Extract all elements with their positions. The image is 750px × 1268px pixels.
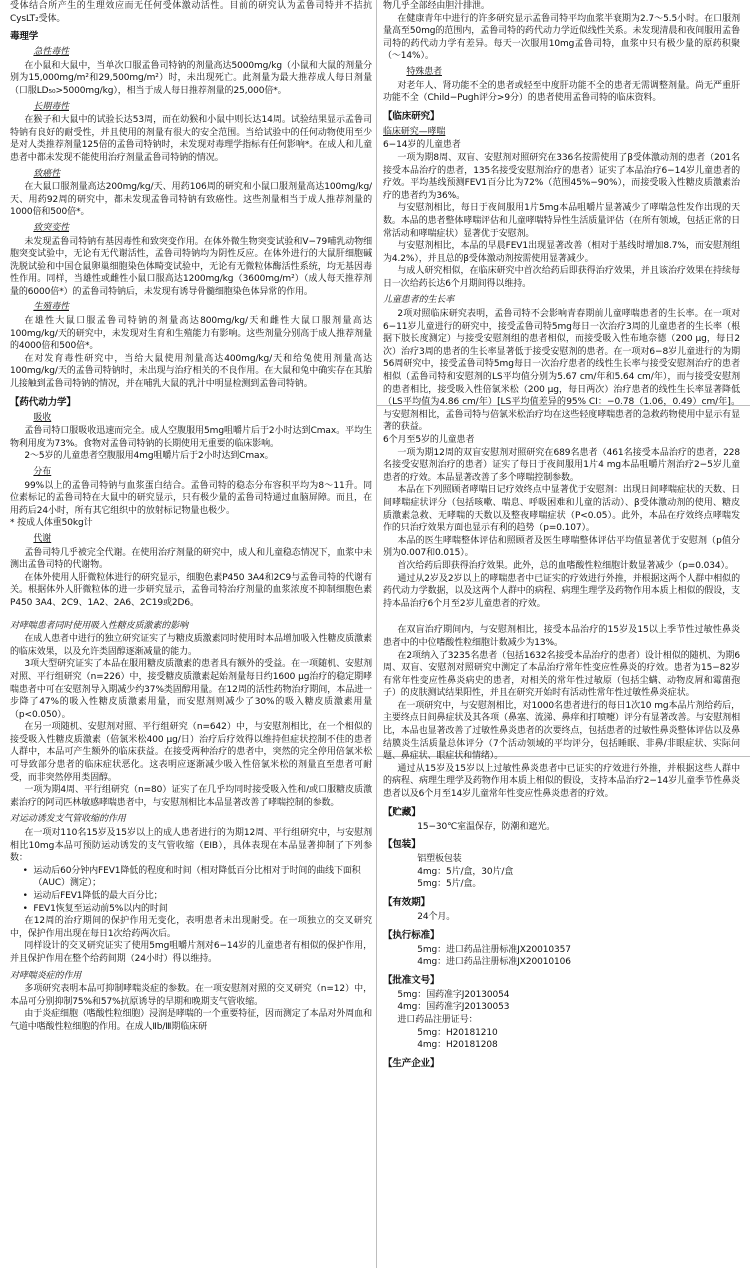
ics-effect-text-1: 在成人患者中进行的独立研究证实了与糖皮质激素同时使用时本品增加吸入性糖皮质激素的临床效果，以及允许类固醇逐渐减量的能力。 bbox=[10, 634, 372, 657]
rhinitis-text-2: 在2项纳入了3235名患者（包括1632名接受本品治疗的患者）设计相似的随机、为期6周、双盲、安慰剂对照研究中测定了本品治疗常年性变应性鼻炎的疗效。患者为15−82岁有常年性变应性鼻炎病史的患者，对相关的常年性过敏原（包括尘螨、动物皮屑和霉菌孢子）的皮肤测试结果阳性，并且在研究开始时有活动性常年性过敏性鼻炎症状。 bbox=[383, 650, 740, 699]
inflammation-text-2: 由于炎症细胞（嗜酸性粒细胞）浸润是哮喘的一个重要特征，因而测定了本品对外周血和气道中嗜酸性粒细胞的作用。在成人Ⅱb/Ⅲ期临床研 bbox=[10, 1009, 372, 1032]
inflammation-text-1: 多项研究表明本品可抑制哮喘炎症的参数。在一项安慰剂对照的交叉研究（n=12）中，本品可分别抑制75%和57%抗原诱导的早期和晚期支气管收缩。 bbox=[10, 984, 372, 1007]
age-6m-5y-text-1: 一项为期12周的双盲安慰剂对照研究在689名患者（461名接受本品治疗的患者，228名接受安慰剂治疗的患者）证实了每日于夜间服用1片4 mg本品咀嚼片剂治疗2−5岁儿童患者的疗效。本品显著改善了多个哮喘控制参数。 bbox=[383, 447, 740, 483]
absorption-heading: 吸收 bbox=[33, 412, 52, 423]
eib-text-3: 同样设计的交叉研究证实了使用5mg咀嚼片剂对6−14岁的儿童患者有相似的保护作用，并且保护作用在整个给药间期（24小时）得以维持。 bbox=[10, 941, 372, 964]
special-population-heading: 特殊患者 bbox=[406, 66, 442, 77]
right-column bbox=[383, 0, 740, 1268]
storage-heading: 【贮藏】 bbox=[383, 806, 421, 818]
column-divider bbox=[376, 0, 377, 1268]
distribution-heading: 分布 bbox=[33, 467, 52, 477]
rhinitis-text-1: 在双盲治疗期间内，与安慰剂相比，接受本品治疗的15岁及15以上季节性过敏性鼻炎患者中的中位嗜酸性粒细胞计数减少为13%。 bbox=[383, 625, 740, 648]
age-6m-5y-text-5: 通过从2岁及2岁以上的哮喘患者中已证实的疗效进行外推，并根据这两个人群中相似的药代动力学数据，以及这两个人群中的病程、病理生理学及药物作用本质上相似的假设，支持本品治疗6个月至2岁儿童患者的疗效。 bbox=[383, 573, 740, 609]
age-6-14-text-4: 与成人研究相似，在临床研究中首次给药后即获得治疗效果，并且该治疗效果在持续每日一次给药长达6个月期间得以维持。 bbox=[383, 266, 740, 289]
left-column bbox=[10, 0, 372, 1268]
excretion-text: 物几乎全部经由胆汁排泄。 bbox=[383, 1, 490, 11]
eib-bullet-3: • FEV1恢复至运动前5%以内的时间 bbox=[10, 903, 372, 916]
manufacturer-heading: 【生产企业】 bbox=[383, 1057, 440, 1069]
metabolism-heading: 代谢 bbox=[33, 533, 52, 544]
standard-line-2: 4mg：进口药品注册标准JX20010106 bbox=[417, 957, 571, 968]
reproductive-toxicity-text-2: 在对发育毒性研究中，当给大鼠使用剂量高达400mg/kg/天和给兔使用剂量高达100mg/kg/天的孟鲁司特钠时，未出现与治疗相关的不良作用。在大鼠和兔中确实存在其胎儿接触到孟鲁司特钠的情况，并在哺乳大鼠的乳汁中明显检测到孟鲁司特钠。 bbox=[10, 353, 372, 390]
age-6m-5y-text-2: 本品在下列照顾者哮喘日记疗效终点中显著优于安慰剂：出现日间哮喘症状的天数、日间哮喘症状评分（包括咳嗽、喘息、呼吸困难和儿童的活动）、β受体激动剂的使用、糖皮质激素急救、无哮喘的天数以及整夜哮喘症状（P<0.05）。此外，本品在疗效终点哮喘发作的只治疗效果方面也显示有利的趋势（p=0.107）。 bbox=[383, 485, 740, 534]
metabolism-text-1: 孟鲁司特几乎被完全代谢。在使用治疗剂量的研究中，成人和儿童稳态情况下，血浆中未测出孟鲁司特的代谢物。 bbox=[10, 547, 372, 571]
storage-text: 15−30℃室温保存，防潮和遮光。 bbox=[417, 821, 556, 832]
toxicology-heading: 毒理学 bbox=[10, 31, 39, 43]
age-6-14-text-1: 一项为期8周、双盲、安慰剂对照研究在336名按需使用了β受体激动剂的患者（201名接受本品治疗的患者，135名接受安慰剂治疗的患者）证实了本品治疗6−14岁儿童患者的疗效。平均基线预测FEV1百分比为72%（范围45%−90%），而接受吸入性糖皮质激素治疗的患者约为36%。 bbox=[383, 152, 740, 201]
approval-line-4: 5mg：H20181210 bbox=[417, 1027, 498, 1038]
ics-effect-text-2: 3项大型研究证实了本品在服用糖皮质激素的患者具有额外的受益。在一项随机、安慰剂对照、平行组研究（n=226）中，接受糖皮质激素起始剂量每日约1600 μg治疗的稳定期哮喘患者中可在安慰剂导入期减少约37%类固醇用量。在12周的活性药物治疗期间，本品进一步降了47%的吸入性糖皮质激素用量，而安慰剂则减少了30%的吸入糖皮质激素用量（p<0.050）。 bbox=[10, 659, 372, 720]
mutagenicity-text: 未发现孟鲁司特钠有基因毒性和致突变作用。在体外微生物突变试验和V−79哺乳动物细胞突变试验中，无论有无代谢活性，孟鲁司特钠均为阴性反应。在体外进行的大鼠肝细胞碱洗脱试验和中国仓鼠卵巢细胞染色体畸变试验中，无论有无微粒体酶活性系统，均无基因毒性作用。同样，当雄性或雌性小鼠口服高达1200mg/kg（3600mg/m²）（成人每天推荐剂量的6000倍*）的孟鲁司特钠后，未发现有诱导骨髓细胞染色体异常的作用。 bbox=[10, 236, 372, 297]
approval-line-2: 4mg：国药准字J20130053 bbox=[397, 1002, 510, 1013]
validity-text: 24个月。 bbox=[417, 912, 456, 922]
standard-line-1: 5mg：进口药品注册标准JX20010357 bbox=[417, 944, 571, 955]
distribution-text: 99%以上的孟鲁司特钠与血浆蛋白结合。孟鲁司特的稳态分布容积平均为8～11升。同位素标记的孟鲁司特在大鼠中的研究显示，只有极少量的孟鲁司特通过血脑屏障。而且，在用药后24小时，所有其它组织中的放射标记物量也极少。 bbox=[10, 480, 372, 516]
metabolism-text-2: 在体外使用人肝微粒体进行的研究显示，细胞色素P450 3A4和2C9与孟鲁司特的代谢有关。根据体外人肝微粒体的进一步研究显示，孟鲁司特治疗剂量的血浆浓度不抑制细胞色素P450 3A4、2C9、1A2、2A6、2C19或2D6。 bbox=[10, 572, 372, 608]
eib-bullet-1: • 运动后60分钟内FEV1降低的程度和时间（相对降低百分比相对于时间的曲线下面积（AUC）测定）； bbox=[10, 865, 372, 890]
inflammation-heading: 对哮喘炎症的作用 bbox=[10, 970, 82, 981]
growth-rate-text: 2项对照临床研究表明，孟鲁司特不会影响青春期前儿童哮喘患者的生长率。在一项对6−11岁儿童进行的研究中，接受孟鲁司特5mg每日一次治疗3周的儿童患者的生长率（根据下肢长度测定）与接受安慰剂组的患者相似，而接受吸入性布地奈德（200 μg，每日2次）治疗3周的患者的生长率显著低于接受安慰剂的患者。在一项对6−8岁儿童进行的为期56周研究中，接受孟鲁司特5mg每日一次治疗患者的线性生长率与接受安慰剂治疗的患者相似（孟鲁司特和安慰剂的LS平均值分别为5.67 cm/年和5.64 cm/年），而与接受安慰剂的患者相比，接受吸入性倍氯米松（200 μg，每日两次）治疗患者的线性生长率显著降低（LS平均值为4.86 cm/年）[LS平均值差异的95% CI：−0.78（1.06，0.49）cm/年]。与安慰剂相比，孟鲁司特与倍氯米松治疗均在这些轻度哮喘患者的急救药物使用中显示有显著的获益。 bbox=[383, 309, 740, 433]
footnote: * 按成人体重50kg计 bbox=[10, 518, 93, 529]
special-population-text: 对老年人、肾功能不全的患者或轻至中度肝功能不全的患者无需调整剂量。尚无严重肝功能不全（Child−Pugh评分>9分）的患者使用孟鲁司特的临床资料。 bbox=[383, 80, 740, 104]
clinical-study-heading: 【临床研究】 bbox=[383, 110, 440, 122]
carcinogenicity-heading: 致癌性 bbox=[33, 168, 61, 179]
long-term-toxicity-heading: 长期毒性 bbox=[33, 101, 69, 112]
acute-toxicity-text: 在小鼠和大鼠中，当单次口服孟鲁司特钠的剂量高达5000mg/kg（小鼠和大鼠的剂量分别为15,000mg/m²和29,500mg/m²）时，未出现死亡。此剂量为最大推荐成人每日剂量（口服LD₅₀>5000mg/kg），相当于成人每日推荐剂量的25,000倍*。 bbox=[10, 60, 372, 96]
rhinitis-text-4: 通过从15岁及15岁以上过敏性鼻炎患者中已证实的疗效进行外推，并根据这些人群中的病程、病理生理学及药物作用本质上相似的假设，支持本品治疗2−14岁儿童季节性鼻炎患者以及6个月至14岁儿童常年性变应性鼻炎患者的疗效。 bbox=[383, 763, 740, 800]
age-6m-5y-text-3: 本品的医生哮喘整体评估和照顾者及医生哮喘整体评估平均值显著优于安慰剂（p值分别为0.007和0.015）。 bbox=[383, 535, 740, 559]
reproductive-toxicity-heading: 生殖毒性 bbox=[33, 302, 69, 313]
approval-line-1: 5mg：国药准字J20130054 bbox=[397, 989, 510, 1000]
eib-text-1: 在一项对110名15岁及15岁以上的成人患者进行的为期12周、平行组研究中，与安慰剂相比10mg本品可预防运动诱发的支气管收缩（EIB），具体表现在本品显著抑制了下列参数： bbox=[10, 828, 372, 864]
standard-heading: 【执行标准】 bbox=[383, 929, 440, 941]
rhinitis-text-3: 在一项研究中，与安慰剂相比，对1000名患者进行的每日1次10 mg本品片剂给药后，主要终点日间鼻症状及其各项（鼻塞、流涕、鼻痒和打喷嚏）评分有显著改善。与安慰剂相比，本品也显著改善了过敏性鼻炎患者的次要终点，包括患者的过敏性鼻炎整体评估以及鼻结膜炎生活质量总体评分（7个活动领域的平均评分，包括睡眠、非鼻/非眼症状、实际问题、鼻症状、眼症状和情绪）。 bbox=[383, 700, 740, 762]
age-6m-5y-heading: 6个月至5岁的儿童患者 bbox=[383, 435, 475, 445]
ics-effect-text-4: 一项为期4周、平行组研究（n=80）证实了在几乎均同时接受吸入性和/或口服糖皮质激素治疗的阿司匹林敏感哮喘患者中，与安慰剂相比本品显著改善了哮喘控制的参数。 bbox=[10, 785, 372, 808]
absorption-text-2: 2～5岁的儿童患者空腹服用4mg咀嚼片后于2小时达到Cmax。 bbox=[24, 451, 274, 462]
absorption-text-1: 孟鲁司特口服吸收迅速而完全。成人空腹服用5mg咀嚼片后于2小时达到Cmax。平均生物利用度为73%。食物对孟鲁司特钠的长期使用无重要的临床影响。 bbox=[10, 426, 372, 449]
age-6-14-heading: 6−14岁的儿童患者 bbox=[383, 140, 461, 151]
package-heading: 【包装】 bbox=[383, 839, 421, 851]
eib-text-2: 在12周的治疗期间的保护作用无变化，表明患者未出现耐受。在一项独立的交叉研究中，保护作用出现在每日1次给药两次后。 bbox=[10, 916, 372, 939]
carcinogenicity-text: 在大鼠口服剂量高达200mg/kg/天、用药106周的研究和小鼠口服剂量高达100mg/kg/天、用药92周的研究中，都未发现孟鲁司特钠有致癌性。这些剂量相当于成人推荐剂量的1000倍和500倍*。 bbox=[10, 182, 372, 218]
growth-rate-heading: 儿童患者的生长率 bbox=[383, 295, 455, 306]
ics-effect-heading: 对哮喘患者同时使用吸入性糖皮质激素的影响 bbox=[10, 620, 189, 631]
mutagenicity-heading: 致突变性 bbox=[33, 222, 69, 233]
reproductive-toxicity-text-1: 在雄性大鼠口服孟鲁司特钠的剂量高达800mg/kg/天和雌性大鼠口服剂量高达100mg/kg/天的研究中，未发现对生育和生殖能力有影响。这些剂量分别高于成人推荐剂量的4000倍和500倍*。 bbox=[10, 316, 372, 352]
age-6m-5y-text-4: 首次给药后即获得治疗效果。此外，总的血嗜酸性粒细胞计数显著减少（p=0.034）。 bbox=[397, 560, 734, 571]
ics-effect-text-3: 在另一项随机、安慰剂对照、平行组研究（n=642）中，与安慰剂相比，在一个相似的接受吸入性糖皮质激素（倍氯米松400 μg/日）治疗后疗效得以维持但症状控制不佳的患者人群中，本品可产生额外的临床获益。在接受两种治疗的患者中，突然的完全停用倍氯米松可导致部分患者的临床症状恶化。这表明应逐渐减少吸入性倍氯米松的剂量直至患者可耐受，而非突然停用类固醇。 bbox=[10, 722, 372, 783]
eib-heading: 对运动诱发支气管收缩的作用 bbox=[10, 814, 126, 825]
package-line-1: 铝塑板包装 bbox=[417, 854, 462, 865]
approval-line-5: 4mg：H20181208 bbox=[417, 1040, 498, 1051]
approval-line-3: 进口药品注册证号： bbox=[397, 1014, 478, 1025]
acute-toxicity-heading: 急性毒性 bbox=[33, 47, 69, 58]
package-line-3: 5mg：5片/盒。 bbox=[417, 879, 482, 890]
age-6-14-text-3: 与安慰剂相比，本品的早晨FEV1出现显著改善（相对于基线时增加8.7%，而安慰剂组为4.2%），并且总的β受体激动剂按需使用显著减少。 bbox=[383, 241, 740, 264]
package-line-2: 4mg：5片/盒，30片/盒 bbox=[417, 866, 514, 877]
intro-text: 受体结合所产生的生理效应而无任何受体激动活性。目前的研究认为孟鲁司特并不拮抗CysLT₂受体。 bbox=[10, 1, 372, 24]
age-6-14-text-2: 与安慰剂相比，每日于夜间服用1片5mg本品咀嚼片显著减少了哮喘急性发作出现的天数。本品的患者整体哮喘评估和儿童哮喘特异性生活质量评估（在所有领域，包括正常的日常活动和哮喘症状）显著优于安慰剂。 bbox=[383, 203, 740, 239]
pharmacokinetics-heading: 【药代动力学】 bbox=[10, 396, 76, 408]
asthma-study-heading: 临床研究—哮喘 bbox=[383, 126, 446, 137]
eib-bullet-2: • 运动后FEV1降低的最大百分比； bbox=[10, 890, 372, 903]
validity-heading: 【有效期】 bbox=[383, 897, 431, 908]
long-term-toxicity-text: 在猴子和大鼠中的试验长达53周，而在幼猴和小鼠中则长达14周。试验结果显示孟鲁司特钠有良好的耐受性，并且使用的剂量有很大的安全范围。当给试验中的任何动物使用至少是对人类推荐剂量125倍的孟鲁司特钠时，未发现对毒理学指标有任何影响*。在成人和儿童患者中都未发现不能使用治疗剂量孟鲁司特钠的情况。 bbox=[10, 115, 372, 163]
approval-heading: 【批准文号】 bbox=[383, 974, 440, 986]
half-life-text: 在健康青年中进行的许多研究显示孟鲁司特平均血浆半衰期为2.7～5.5小时。在口服剂量高至50mg的范围内，孟鲁司特的药代动力学近似线性关系。未发现清晨和夜间服用孟鲁司特的药代动力学有差异。每天一次服用10mg孟鲁司特，血浆中只有极少量的原药积聚（～14%）。 bbox=[383, 13, 740, 62]
